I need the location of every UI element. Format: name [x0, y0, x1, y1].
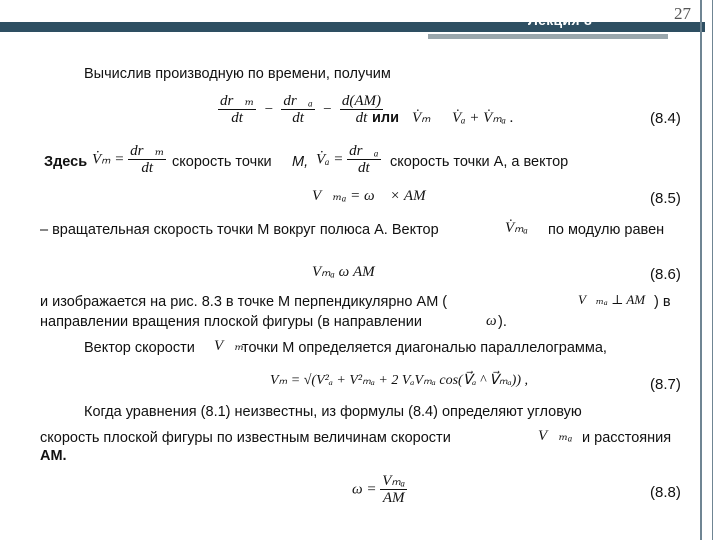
- formula-vm-vector: V⃗ₘ: [214, 338, 245, 354]
- formula-va-plus-vma: V̇ₐ + V̇ₘₐ .: [452, 110, 514, 126]
- formula-8-7: Vₘ = √(V²ₐ + V²ₘₐ + 2 VₐVₘₐ cos(V⃗ₐ ^ V⃗ₘₐ)) ,: [270, 373, 529, 388]
- formula-vma-dot: V̇ₘₐ: [505, 220, 528, 236]
- formula-8-5: V⃗ₘₐ = ω⃗ × AM: [312, 188, 426, 204]
- formula-va-definition: V̇ₐ = $\frac{\text{dr⃗ₐ}}{dt}$: [316, 143, 379, 176]
- formula-vma-vector: V⃗ₘₐ: [538, 428, 573, 444]
- speed-a-vector-text: скорость точки A, а вектор: [390, 154, 569, 170]
- speed-m-text: скорость точки: [172, 154, 272, 170]
- when-equations-text: Когда уравнения (8.1) неизвестны, из формулы (8.4) определяют угловую: [84, 404, 582, 420]
- and-distance-text: и расстояния: [582, 430, 672, 446]
- header-accent-bar: [428, 34, 668, 39]
- paragraph-computed-derivative: Вычислив производную по времени, получим: [84, 66, 391, 82]
- formula-vm-definition: V̇ₘ = $\frac{\text{dr⃗ₘ}}{dt}$: [92, 143, 165, 176]
- direction-text-end: ).: [498, 314, 507, 330]
- vector-speed-text: Вектор скорости: [84, 340, 195, 356]
- formula-8-6: Vₘₐ ω AM: [312, 264, 375, 280]
- formula-perpendicular: V⃗ₘₐ ⊥ AM: [578, 292, 646, 307]
- depicted-text-end: ) в: [654, 294, 671, 310]
- direction-text: направлении вращения плоской фигуры (в направлении: [40, 314, 422, 330]
- right-divider-line-2: [712, 0, 713, 540]
- slide-number: 27: [674, 4, 691, 23]
- or-label: или: [372, 110, 400, 126]
- equation-number-8-7: (8.7): [650, 376, 681, 393]
- diagonal-text: точки M определяется диагональю параллелограмма,: [242, 340, 607, 356]
- by-modulus-text: по модулю равен: [548, 222, 665, 238]
- equation-number-8-8: (8.8): [650, 484, 681, 501]
- rotational-speed-text: – вращательная скорость точки M вокруг полюса A. Вектор: [40, 222, 439, 238]
- point-m-text: M,: [292, 154, 309, 170]
- omega-symbol: ω: [486, 313, 497, 329]
- am-text: AM.: [40, 448, 67, 464]
- formula-vm: V̇ₘ: [412, 110, 431, 126]
- equation-number-8-4: (8.4): [650, 110, 681, 127]
- lecture-title: Лекция 8: [528, 12, 593, 28]
- plane-speed-text: скорость плоской фигуры по известным величинам скорости: [40, 430, 451, 446]
- equation-number-8-5: (8.5): [650, 190, 681, 207]
- formula-8-8: ω = $\frac{\text{Vₘₐ}}{AM}$: [352, 473, 406, 506]
- depicted-text: и изображается на рис. 8.3 в точке M перпендикулярно AM (: [40, 294, 448, 310]
- here-label: Здесь: [44, 154, 88, 170]
- equation-number-8-6: (8.6): [650, 266, 681, 283]
- formula-8-4: $\frac{\text{dr⃗ₘ}}{dt}$ − $\frac{\text{dr⃗ₐ}}{dt}$ − $\frac{d(AM)}{dt}$: [220, 93, 382, 126]
- right-divider-line: [700, 0, 702, 540]
- header-bar: [0, 22, 705, 32]
